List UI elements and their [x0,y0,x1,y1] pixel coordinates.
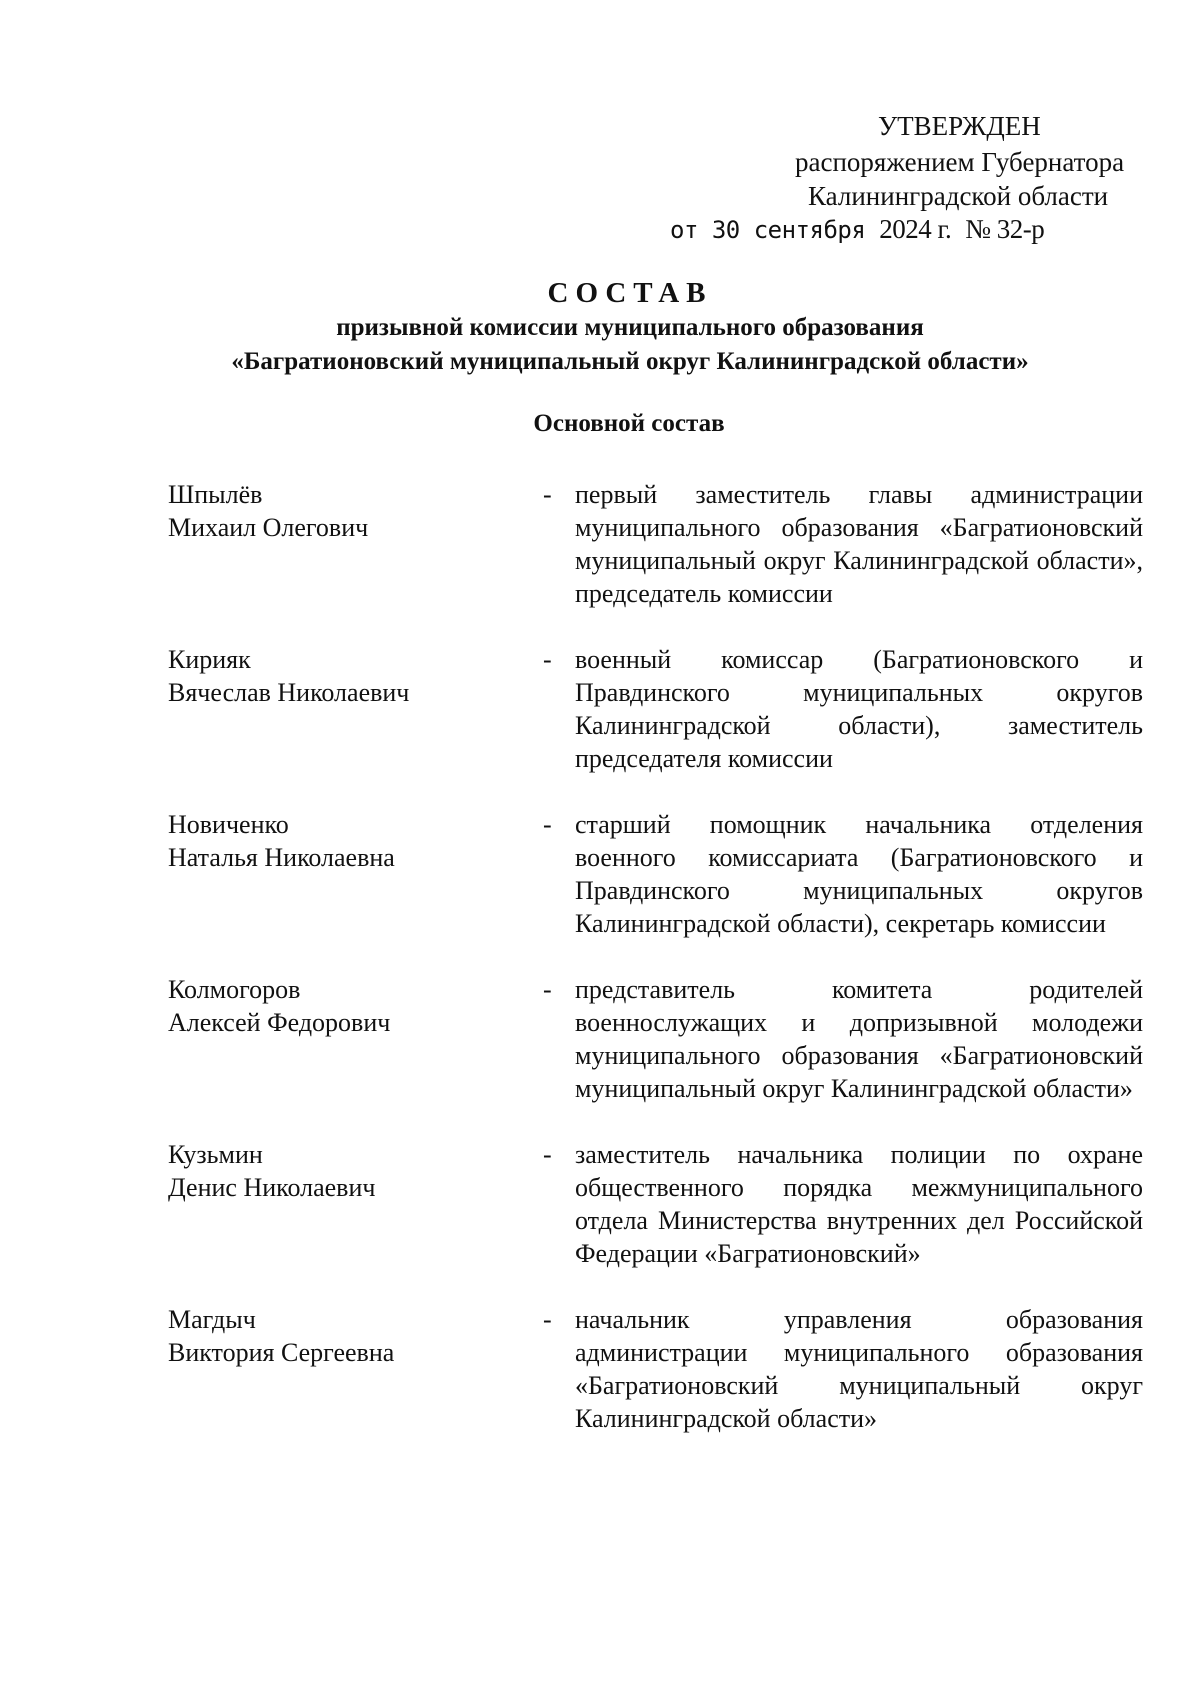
member-surname: Магдыч [168,1305,256,1334]
approval-date-number [670,213,1044,246]
title-main: СОСТАВ [547,277,713,309]
member-name [168,808,543,874]
member-surname: Шпылёв [168,480,263,509]
member-row [168,478,1150,610]
member-given-name: Виктория Сергеевна [168,1338,395,1367]
member-role: военный комиссар (Багратионовского и Правдинского муниципальных округов Калининградской области), заместитель председателя комиссии [575,645,1143,773]
member-name [168,1303,543,1369]
member-name [168,973,543,1039]
approval-year: 2024 г. [879,214,952,244]
member-role: начальник управления образования администрации муниципального образования «Багратионовский муниципальный округ Калининградской области» [575,1305,1143,1433]
member-given-name: Вячеслав Николаевич [168,678,410,707]
member-role: представитель комитета родителей военнослужащих и допризывной молодежи муниципального образования «Багратионовский муниципальный округ Калининградской области» [575,975,1143,1103]
member-dash: - [543,645,552,674]
member-dash: - [543,480,552,509]
section-title: Основной состав [533,410,725,437]
approved-by-order: распоряжением Губернатора [795,147,1125,177]
member-name [168,478,543,544]
member-given-name: Алексей Федорович [168,1008,391,1037]
approved-by-region: Калининградской области [808,181,1109,211]
member-surname: Кузьмин [168,1140,263,1169]
member-dash: - [543,1305,552,1334]
member-role: старший помощник начальника отделения военного комиссариата (Багратионовского и Правдинского муниципальных округов Калининградской области), секретарь комиссии [575,810,1143,938]
approval-number: № 32-р [965,214,1045,244]
member-row [168,808,1150,940]
member-given-name: Наталья Николаевна [168,843,395,872]
title-subtitle-1: призывной комиссии муниципального образования [336,314,924,341]
member-surname: Кирияк [168,645,251,674]
member-row [168,643,1150,775]
title-subtitle-2: «Багратионовский муниципальный округ Калининградской области» [231,348,1029,375]
member-surname: Новиченко [168,810,289,839]
member-role: заместитель начальника полиции по охране общественного порядка межмуниципального отдела Министерства внутренних дел Российской Федерации «Багратионовский» [575,1140,1143,1268]
member-surname: Колмогоров [168,975,301,1004]
member-row [168,1138,1150,1270]
member-row [168,1303,1150,1435]
document-title [0,275,1200,379]
member-row [168,973,1150,1105]
member-name [168,1138,543,1204]
members-list [168,478,1150,1468]
approval-stamp [600,110,1140,250]
approved-label: УТВЕРЖДЕН [878,111,1041,141]
member-dash: - [543,975,552,1004]
member-given-name: Денис Николаевич [168,1173,376,1202]
member-dash: - [543,810,552,839]
member-given-name: Михаил Олегович [168,513,369,542]
member-role: первый заместитель главы администрации муниципального образования «Багратионовский муниципальный округ Калининградской области», председатель комиссии [575,480,1143,608]
member-name [168,643,543,709]
member-dash: - [543,1140,552,1169]
approval-date: от 30 сентября [670,216,866,244]
